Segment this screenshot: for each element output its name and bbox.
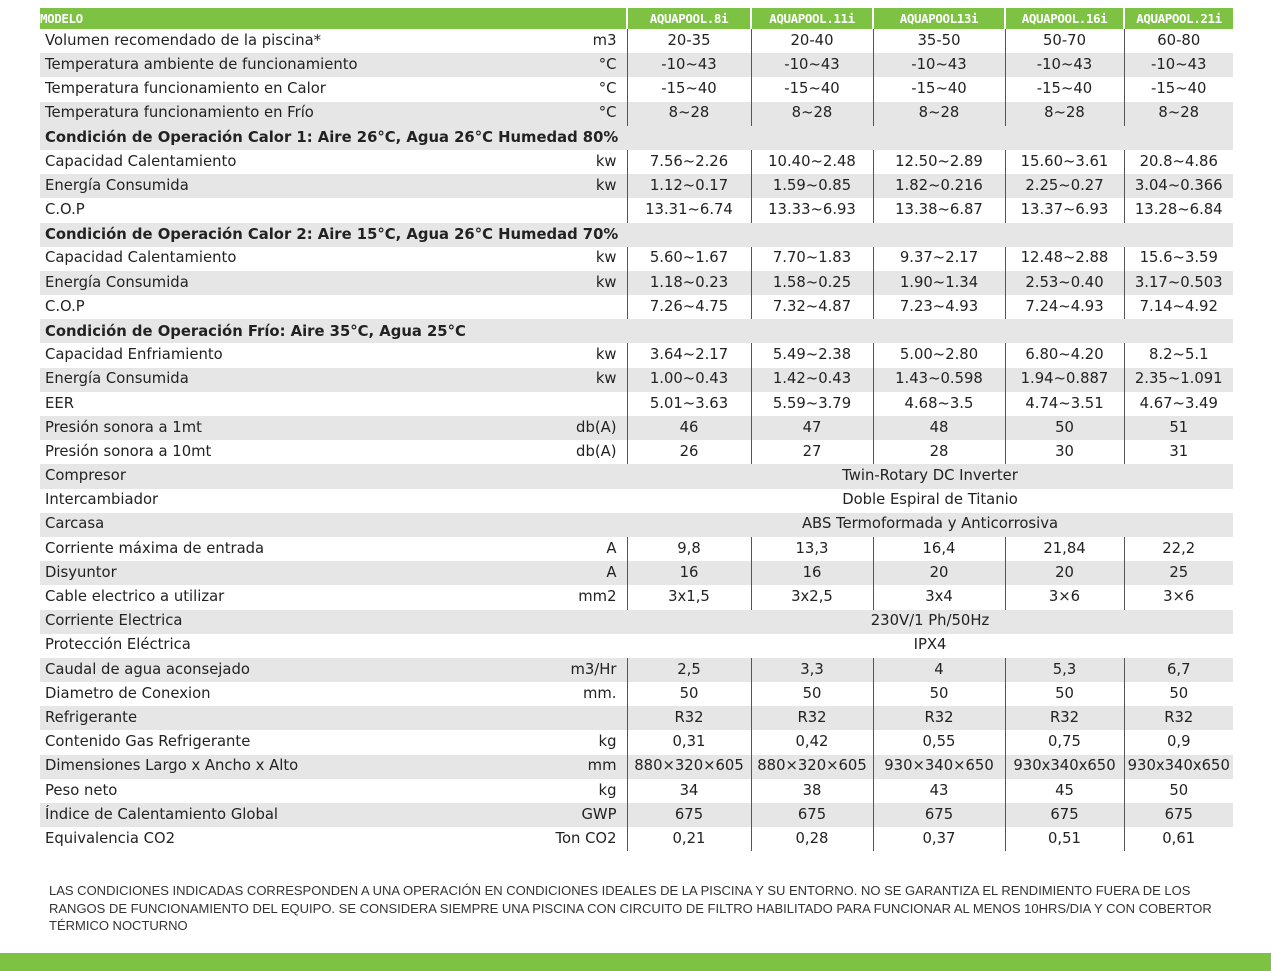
spec-value: 5,3: [1005, 658, 1124, 682]
spec-row: [40, 755, 1233, 779]
spec-row: [40, 198, 1233, 222]
spec-row: [40, 634, 1233, 658]
spec-value: 3.64~2.17: [627, 343, 751, 367]
spec-value: 16: [751, 561, 873, 585]
spec-row: [40, 343, 1233, 367]
spec-unit: [547, 464, 627, 488]
spec-label: Volumen recomendado de la piscina*: [45, 31, 322, 49]
spec-value: R32: [1124, 706, 1233, 730]
spec-value: 46: [627, 416, 751, 440]
spec-value: 15.6~3.59: [1124, 247, 1233, 271]
spec-value: 12.50~2.89: [873, 150, 1005, 174]
spec-value: 0,42: [751, 730, 873, 754]
spec-label: Índice de Calentamiento Global: [40, 803, 547, 827]
spec-value: 50: [1005, 682, 1124, 706]
spec-value: 0,61: [1124, 827, 1233, 851]
spec-value: R32: [751, 706, 873, 730]
spec-unit: [547, 706, 627, 730]
spec-label: Temperatura ambiente de funcionamiento: [40, 53, 547, 77]
spec-value: 3.04~0.366: [1124, 174, 1233, 198]
spec-value: 31: [1124, 440, 1233, 464]
spec-value: R32: [873, 706, 1005, 730]
spec-value: 13.33~6.93: [751, 198, 873, 222]
spec-row: [40, 513, 1233, 537]
spec-value: 20.8~4.86: [1124, 150, 1233, 174]
spec-value: 3,3: [751, 658, 873, 682]
spec-value: 2.25~0.27: [1005, 174, 1124, 198]
spec-value: 4.74~3.51: [1005, 392, 1124, 416]
bottom-bar: [0, 953, 1271, 971]
spec-value: -10~43: [1124, 53, 1233, 77]
spec-value: 675: [627, 803, 751, 827]
spec-value: 2,5: [627, 658, 751, 682]
header-model: AQUAPOOL.8i: [627, 8, 751, 29]
spec-row: [40, 29, 1233, 53]
spec-label: Diametro de Conexion: [45, 684, 211, 702]
section-header-row: [40, 126, 1233, 150]
spec-unit: kw: [547, 174, 627, 198]
spec-value: 8~28: [873, 102, 1005, 126]
spec-label: Compresor: [40, 464, 547, 488]
spec-label: Temperatura funcionamiento en Frío: [40, 102, 547, 126]
spec-row: [40, 779, 1233, 803]
spec-unit: A: [606, 539, 617, 557]
spec-value: 8~28: [751, 102, 873, 126]
spec-value: 20-35: [627, 29, 751, 53]
spec-value: 3x1,5: [627, 585, 751, 609]
spec-unit: kw: [547, 368, 627, 392]
spec-value: 0,9: [1124, 730, 1233, 754]
spec-row: [40, 658, 1233, 682]
spec-value: 4.68~3.5: [873, 392, 1005, 416]
spec-value: 43: [873, 779, 1005, 803]
spec-label: C.O.P: [45, 297, 85, 315]
spec-value: -15~40: [873, 77, 1005, 101]
spec-unit: kw: [547, 271, 627, 295]
spec-unit: [547, 610, 627, 634]
spec-value: 15.60~3.61: [1005, 150, 1124, 174]
spec-value: 50: [627, 682, 751, 706]
spec-unit: °C: [547, 102, 627, 126]
spec-label: Contenido Gas Refrigerante: [45, 733, 251, 751]
spec-label: Capacidad Calentamiento: [45, 152, 237, 170]
spec-value: 22,2: [1124, 537, 1233, 561]
spec-value: 6.80~4.20: [1005, 343, 1124, 367]
spec-row: [40, 682, 1233, 706]
spec-unit: kg: [598, 781, 617, 799]
spec-value: -10~43: [627, 53, 751, 77]
spec-value: R32: [1005, 706, 1124, 730]
spec-value: 1.43~0.598: [873, 368, 1005, 392]
spec-value: 50: [873, 682, 1005, 706]
spec-value: 3x4: [873, 585, 1005, 609]
spec-unit: [547, 634, 627, 658]
spec-value: 50: [1124, 779, 1233, 803]
spec-row: [40, 464, 1233, 488]
spec-value: 13.38~6.87: [873, 198, 1005, 222]
spec-unit: m3/Hr: [547, 658, 627, 682]
spec-shared-value: ABS Termoformada y Anticorrosiva: [627, 513, 1233, 537]
spec-value: 50: [1005, 416, 1124, 440]
spec-label: Disyuntor: [40, 561, 547, 585]
spec-row: [40, 295, 1233, 319]
spec-shared-value: Twin-Rotary DC Inverter: [627, 464, 1233, 488]
spec-value: 7.56~2.26: [627, 150, 751, 174]
spec-row: [40, 174, 1233, 198]
spec-value: 7.26~4.75: [627, 295, 751, 319]
spec-unit: kw: [595, 249, 617, 267]
spec-value: 9.37~2.17: [873, 247, 1005, 271]
spec-unit: Ton CO2: [555, 829, 617, 847]
spec-value: 13.31~6.74: [627, 198, 751, 222]
spec-value: 1.90~1.34: [873, 271, 1005, 295]
spec-value: 16,4: [873, 537, 1005, 561]
spec-value: 880×320×605: [627, 755, 751, 779]
spec-label: Intercambiador: [45, 491, 159, 509]
spec-label: Carcasa: [40, 513, 547, 537]
spec-label: Presión sonora a 1mt: [40, 416, 547, 440]
spec-value: 9,8: [627, 537, 751, 561]
spec-label: Energía Consumida: [40, 368, 547, 392]
spec-value: 675: [751, 803, 873, 827]
spec-value: 3×6: [1005, 585, 1124, 609]
section-title: Condición de Operación Calor 1: Aire 26°C, Agua 26°C Humedad 80%: [40, 126, 1233, 150]
spec-row: [40, 416, 1233, 440]
spec-value: 675: [1005, 803, 1124, 827]
section-title: Condición de Operación Frío: Aire 35°C, Agua 25°C: [40, 319, 1233, 343]
spec-value: 20: [1005, 561, 1124, 585]
spec-value: 47: [751, 416, 873, 440]
spec-value: 51: [1124, 416, 1233, 440]
spec-value: 0,28: [751, 827, 873, 851]
spec-value: 4: [873, 658, 1005, 682]
header-model: AQUAPOOL13i: [873, 8, 1005, 29]
spec-value: 675: [873, 803, 1005, 827]
spec-value: 7.24~4.93: [1005, 295, 1124, 319]
spec-row: [40, 561, 1233, 585]
spec-label: Presión sonora a 10mt: [45, 442, 212, 460]
spec-value: 13.37~6.93: [1005, 198, 1124, 222]
spec-value: 10.40~2.48: [751, 150, 873, 174]
spec-value: 7.32~4.87: [751, 295, 873, 319]
spec-value: 6,7: [1124, 658, 1233, 682]
header-model: AQUAPOOL.21i: [1124, 8, 1233, 29]
spec-value: 880×320×605: [751, 755, 873, 779]
spec-value: 5.00~2.80: [873, 343, 1005, 367]
footnote: LAS CONDICIONES INDICADAS CORRESPONDEN A UNA OPERACIÓN EN CONDICIONES IDEALES DE LA PISCINA Y SU ENTORNO. NO SE GARANTIZA EL RENDIMIENTO FUERA DE LOS RANGOS DE FUNCIONAMIENTO DEL EQUIPO. SE CONSIDERA SIEMPRE UNA PISCINA CON CIRCUITO DE FILTRO HABILITADO PARA FUNCIONAR AL MENOS 10HRS/DIA Y CON COBERTOR TÉRMICO NOCTURNO: [49, 883, 1212, 934]
header-model: AQUAPOOL.11i: [751, 8, 873, 29]
spec-label: Peso neto: [45, 781, 118, 799]
spec-row: [40, 102, 1233, 126]
spec-unit: mm: [547, 755, 627, 779]
spec-value: 30: [1005, 440, 1124, 464]
spec-value: 27: [751, 440, 873, 464]
spec-value: 675: [1124, 803, 1233, 827]
spec-value: -15~40: [1005, 77, 1124, 101]
spec-value: 0,31: [627, 730, 751, 754]
header-model: AQUAPOOL.16i: [1005, 8, 1124, 29]
spec-row: [40, 537, 1233, 561]
spec-row: [40, 610, 1233, 634]
spec-value: 1.00~0.43: [627, 368, 751, 392]
spec-value: 7.70~1.83: [751, 247, 873, 271]
spec-value: -15~40: [1124, 77, 1233, 101]
spec-value: 3×6: [1124, 585, 1233, 609]
spec-value: 930x340x650: [1005, 755, 1124, 779]
section-header-row: [40, 223, 1233, 247]
spec-value: 1.82~0.216: [873, 174, 1005, 198]
spec-unit: A: [547, 561, 627, 585]
spec-row: [40, 77, 1233, 101]
spec-value: 45: [1005, 779, 1124, 803]
spec-value: 8~28: [1124, 102, 1233, 126]
spec-unit: [547, 489, 627, 513]
spec-label: Capacidad Enfriamiento: [45, 346, 223, 364]
spec-value: 20: [873, 561, 1005, 585]
spec-value: 5.60~1.67: [627, 247, 751, 271]
spec-value: 38: [751, 779, 873, 803]
spec-value: -10~43: [751, 53, 873, 77]
spec-value: 28: [873, 440, 1005, 464]
spec-label: EER: [45, 394, 74, 412]
spec-value: -15~40: [627, 77, 751, 101]
spec-unit: db(A): [576, 442, 617, 460]
spec-value: 8.2~5.1: [1124, 343, 1233, 367]
spec-shared-value: Doble Espiral de Titanio: [842, 491, 1018, 509]
spec-value: 1.58~0.25: [751, 271, 873, 295]
spec-value: 930×340×650: [873, 755, 1005, 779]
spec-label: Cable electrico a utilizar: [45, 588, 225, 605]
spec-value: 5.01~3.63: [627, 392, 751, 416]
spec-value: 0,75: [1005, 730, 1124, 754]
spec-table: [40, 8, 1233, 851]
spec-value: -15~40: [751, 77, 873, 101]
header-label: MODELO: [40, 8, 547, 29]
spec-value: 0,37: [873, 827, 1005, 851]
spec-unit: kg: [598, 733, 617, 751]
spec-value: 1.42~0.43: [751, 368, 873, 392]
spec-unit: [547, 513, 627, 537]
spec-unit: °C: [598, 80, 617, 98]
spec-row: [40, 368, 1233, 392]
spec-row: [40, 271, 1233, 295]
spec-row: [40, 803, 1233, 827]
spec-unit: db(A): [547, 416, 627, 440]
spec-label: C.O.P: [45, 201, 85, 218]
spec-value: 13,3: [751, 537, 873, 561]
spec-label: Protección Eléctrica: [45, 636, 191, 654]
spec-value: 48: [873, 416, 1005, 440]
spec-value: 50-70: [1005, 29, 1124, 53]
spec-shared-value: IPX4: [913, 636, 947, 654]
section-title: Condición de Operación Calor 2: Aire 15°C, Agua 26°C Humedad 70%: [40, 223, 1233, 247]
spec-label: Corriente Electrica: [40, 610, 547, 634]
spec-value: 1.94~0.887: [1005, 368, 1124, 392]
spec-value: 5.49~2.38: [751, 343, 873, 367]
spec-value: -10~43: [1005, 53, 1124, 77]
spec-unit: [547, 295, 627, 319]
spec-value: 16: [627, 561, 751, 585]
spec-row: [40, 150, 1233, 174]
spec-value: 0,55: [873, 730, 1005, 754]
spec-value: 25: [1124, 561, 1233, 585]
spec-value: 50: [1124, 682, 1233, 706]
spec-unit: mm2: [578, 588, 617, 605]
spec-value: 2.35~1.091: [1124, 368, 1233, 392]
spec-value: 8~28: [1005, 102, 1124, 126]
spec-value: 930x340x650: [1124, 755, 1233, 779]
spec-value: 35-50: [873, 29, 1005, 53]
spec-value: 1.12~0.17: [627, 174, 751, 198]
spec-shared-value: 230V/1 Ph/50Hz: [627, 610, 1233, 634]
section-header-row: [40, 319, 1233, 343]
spec-label: Equivalencia CO2: [45, 829, 176, 847]
spec-unit: m3: [592, 31, 617, 49]
spec-label: Refrigerante: [40, 706, 547, 730]
spec-row: [40, 489, 1233, 513]
spec-label: Capacidad Calentamiento: [45, 249, 237, 267]
spec-row: [40, 585, 1233, 609]
spec-value: 21,84: [1005, 537, 1124, 561]
spec-label: Caudal de agua aconsejado: [40, 658, 547, 682]
spec-row: [40, 827, 1233, 851]
spec-unit: °C: [547, 53, 627, 77]
spec-label: Corriente máxima de entrada: [45, 539, 265, 557]
spec-value: 12.48~2.88: [1005, 247, 1124, 271]
spec-row: [40, 706, 1233, 730]
spec-row: [40, 730, 1233, 754]
spec-value: 26: [627, 440, 751, 464]
spec-row: [40, 247, 1233, 271]
spec-value: -10~43: [873, 53, 1005, 77]
spec-value: 3.17~0.503: [1124, 271, 1233, 295]
spec-unit: kw: [595, 346, 617, 364]
spec-value: 0,51: [1005, 827, 1124, 851]
spec-unit: kw: [595, 152, 617, 170]
spec-value: 7.23~4.93: [873, 295, 1005, 319]
spec-unit: [547, 198, 627, 222]
spec-value: 60-80: [1124, 29, 1233, 53]
spec-value: 34: [627, 779, 751, 803]
header-row: [40, 8, 1233, 29]
spec-unit: GWP: [547, 803, 627, 827]
spec-value: R32: [627, 706, 751, 730]
spec-row: [40, 53, 1233, 77]
spec-value: 7.14~4.92: [1124, 295, 1233, 319]
spec-unit: mm.: [582, 684, 617, 702]
spec-value: 1.18~0.23: [627, 271, 751, 295]
header-unit: [547, 8, 627, 29]
spec-unit: [547, 392, 627, 416]
spec-value: 20-40: [751, 29, 873, 53]
spec-value: 8~28: [627, 102, 751, 126]
spec-value: 3x2,5: [751, 585, 873, 609]
spec-value: 4.67~3.49: [1124, 392, 1233, 416]
spec-value: 2.53~0.40: [1005, 271, 1124, 295]
spec-value: 13.28~6.84: [1124, 198, 1233, 222]
spec-label: Dimensiones Largo x Ancho x Alto: [40, 755, 547, 779]
spec-label: Temperatura funcionamiento en Calor: [45, 80, 326, 98]
spec-row: [40, 392, 1233, 416]
spec-row: [40, 440, 1233, 464]
spec-value: 5.59~3.79: [751, 392, 873, 416]
spec-value: 1.59~0.85: [751, 174, 873, 198]
spec-label: Energía Consumida: [40, 271, 547, 295]
spec-body: [40, 29, 1233, 851]
spec-label: Energía Consumida: [40, 174, 547, 198]
spec-value: 0,21: [627, 827, 751, 851]
spec-value: 50: [751, 682, 873, 706]
